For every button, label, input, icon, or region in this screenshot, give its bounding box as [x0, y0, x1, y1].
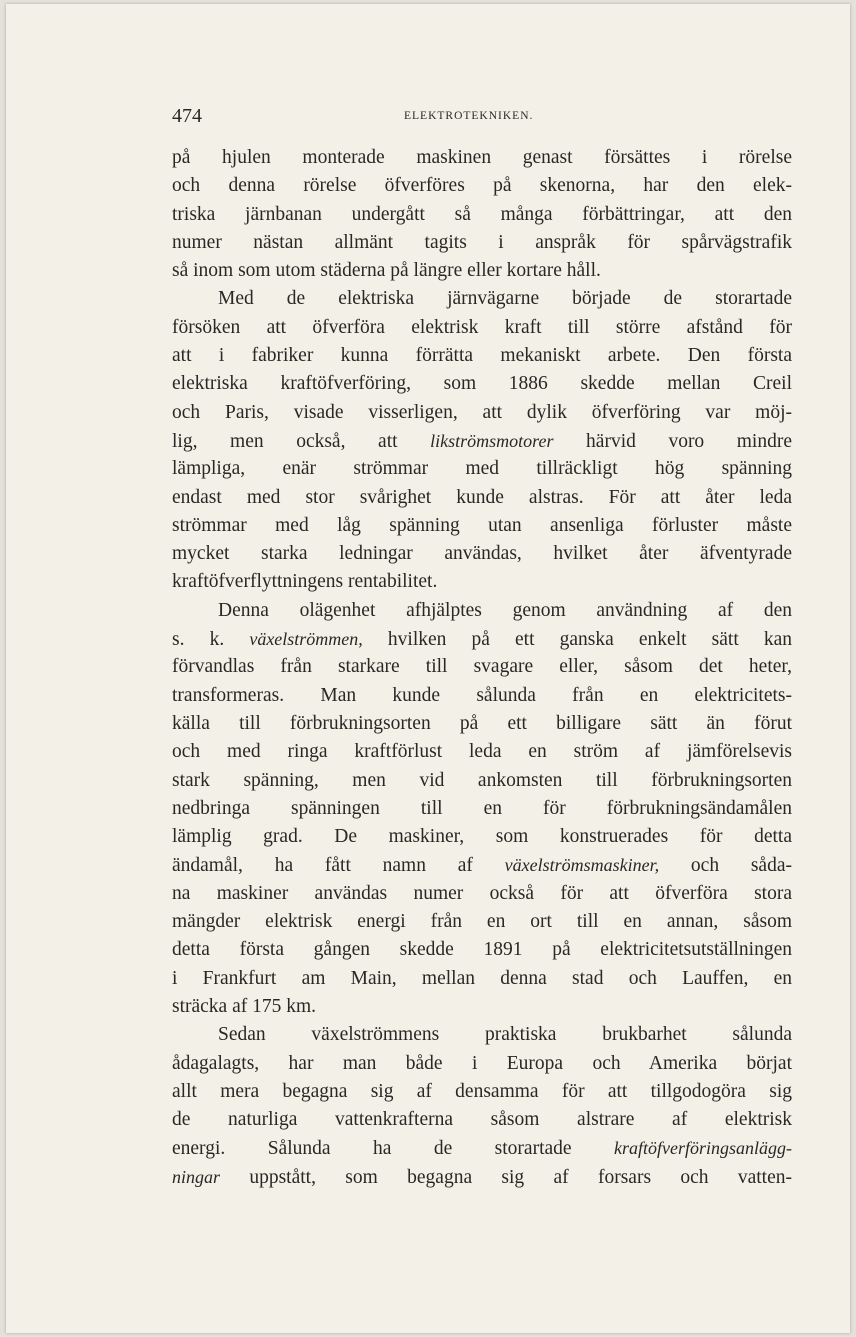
text-segment: s. k. [172, 629, 250, 651]
text-line [172, 484, 792, 512]
text-line [172, 568, 792, 596]
text-line [172, 767, 792, 795]
text-line [172, 653, 792, 681]
text-segment: och denna rörelse öfverföres på skenorna, har den elek- [172, 175, 792, 197]
paragraph [172, 597, 792, 1021]
text-segment: lämpliga, enär strömmar med tillräckligt hög spänning [172, 458, 792, 480]
text-line [172, 625, 792, 653]
text-line [172, 908, 792, 936]
text-line [172, 1163, 792, 1191]
text-segment: Denna olägenhet afhjälptes genom användning af den [218, 599, 792, 621]
text-segment: och med ringa kraftförlust leda en ström af jämförelsevis [172, 741, 792, 763]
text-line [172, 285, 792, 313]
running-head: ELEKTROTEKNIKEN. [404, 110, 534, 122]
text-line [172, 229, 792, 257]
italic-term: ningar [172, 1166, 221, 1187]
italic-term: växelströmmen, [249, 629, 363, 650]
text-line [172, 399, 792, 427]
text-line [172, 880, 792, 908]
text-line [172, 257, 792, 285]
text-segment: uppstått, som begagna sig af forsars och vatten- [220, 1166, 792, 1188]
text-line [172, 172, 792, 200]
text-line [172, 427, 792, 455]
text-line [172, 1106, 792, 1134]
italic-term: likströmsmotorer [430, 430, 554, 451]
text-segment: mängder elektrisk energi från en ort till en annan, såsom [172, 911, 792, 933]
text-segment: så inom som utom städerna på längre eller kortare håll. [172, 260, 601, 282]
paragraph [172, 144, 792, 285]
text-segment: na maskiner användas numer också för att öfverföra stora [172, 882, 792, 904]
text-line [172, 795, 792, 823]
italic-term: växelströmsmaskiner, [504, 855, 660, 876]
text-segment: ändamål, ha fått namn af [172, 855, 505, 877]
text-line [172, 314, 792, 342]
text-segment: lämplig grad. De maskiner, som konstruerades för detta [172, 826, 792, 848]
text-line [172, 1050, 792, 1078]
page-header [172, 105, 792, 129]
text-segment: försöken att öfverföra elektrisk kraft till större afstånd för [172, 316, 792, 338]
text-line [172, 1021, 792, 1049]
text-line [172, 512, 792, 540]
text-line [172, 1078, 792, 1106]
text-segment: lig, men också, att [172, 430, 431, 452]
text-body [172, 144, 792, 1191]
text-segment: hvilken på ett ganska enkelt sätt kan [362, 629, 793, 651]
text-segment: och Paris, visade visserligen, att dylik öfverföring var möj- [172, 401, 792, 423]
text-segment: energi. Sålunda ha de storartade [172, 1138, 614, 1160]
text-segment: sträcka af 175 km. [172, 995, 317, 1017]
text-line [172, 342, 792, 370]
text-segment: allt mera begagna sig af densamma för att tillgodogöra sig [172, 1080, 792, 1102]
paragraph [172, 1021, 792, 1191]
text-segment: ådagalagts, har man både i Europa och Amerika börjat [172, 1052, 792, 1074]
text-segment: numer nästan allmänt tagits i anspråk för spårvägstrafik [172, 231, 792, 253]
text-line [172, 370, 792, 398]
book-page [6, 4, 850, 1333]
text-segment: nedbringa spänningen till en för förbrukningsändamålen [172, 797, 792, 819]
text-line [172, 144, 792, 172]
text-segment: och såda- [659, 855, 792, 877]
text-line [172, 597, 792, 625]
text-segment: detta första gången skedde 1891 på elektricitetsutställningen [172, 939, 792, 961]
text-segment: endast med stor svårighet kunde alstras. För att åter leda [172, 486, 792, 508]
text-line [172, 993, 792, 1021]
text-segment: strömmar med låg spänning utan ansenliga förluster måste [172, 514, 792, 536]
text-line [172, 455, 792, 483]
text-segment: i Frankfurt am Main, mellan denna stad och Lauffen, en [172, 967, 792, 989]
text-segment: förvandlas från starkare till svagare eller, såsom det heter, [172, 656, 792, 678]
text-segment: mycket starka ledningar användas, hvilket åter äfventyrade [172, 543, 792, 565]
text-segment: transformeras. Man kunde sålunda från en elektricitets- [172, 684, 792, 706]
text-segment: triska järnbanan undergått så många förbättringar, att den [172, 203, 792, 225]
text-line [172, 851, 792, 879]
text-segment: de naturliga vattenkrafterna såsom alstrare af elektrisk [172, 1109, 792, 1131]
text-segment: stark spänning, men vid ankomsten till förbrukningsorten [172, 769, 792, 791]
text-line [172, 540, 792, 568]
text-line [172, 1134, 792, 1162]
text-segment: källa till förbrukningsorten på ett billigare sätt än förut [172, 712, 792, 734]
text-line [172, 936, 792, 964]
text-line [172, 823, 792, 851]
text-segment: Sedan växelströmmens praktiska brukbarhet sålunda [218, 1024, 792, 1046]
text-segment: att i fabriker kunna förrätta mekaniskt arbete. Den första [172, 345, 792, 367]
text-segment: elektriska kraftöfverföring, som 1886 skedde mellan Creil [172, 373, 792, 395]
text-segment: på hjulen monterade maskinen genast försättes i rörelse [172, 147, 792, 168]
text-segment: Med de elektriska järnvägarne började de storartade [218, 288, 792, 310]
text-segment: kraftöfverflyttningens rentabilitet. [172, 571, 438, 593]
text-line [172, 710, 792, 738]
text-line [172, 682, 792, 710]
italic-term: kraftöfverföringsanlägg- [614, 1138, 792, 1159]
text-line [172, 201, 792, 229]
text-segment: härvid voro mindre [553, 430, 792, 452]
paragraph [172, 285, 792, 596]
page-number: 474 [172, 105, 202, 127]
text-line [172, 738, 792, 766]
text-line [172, 965, 792, 993]
